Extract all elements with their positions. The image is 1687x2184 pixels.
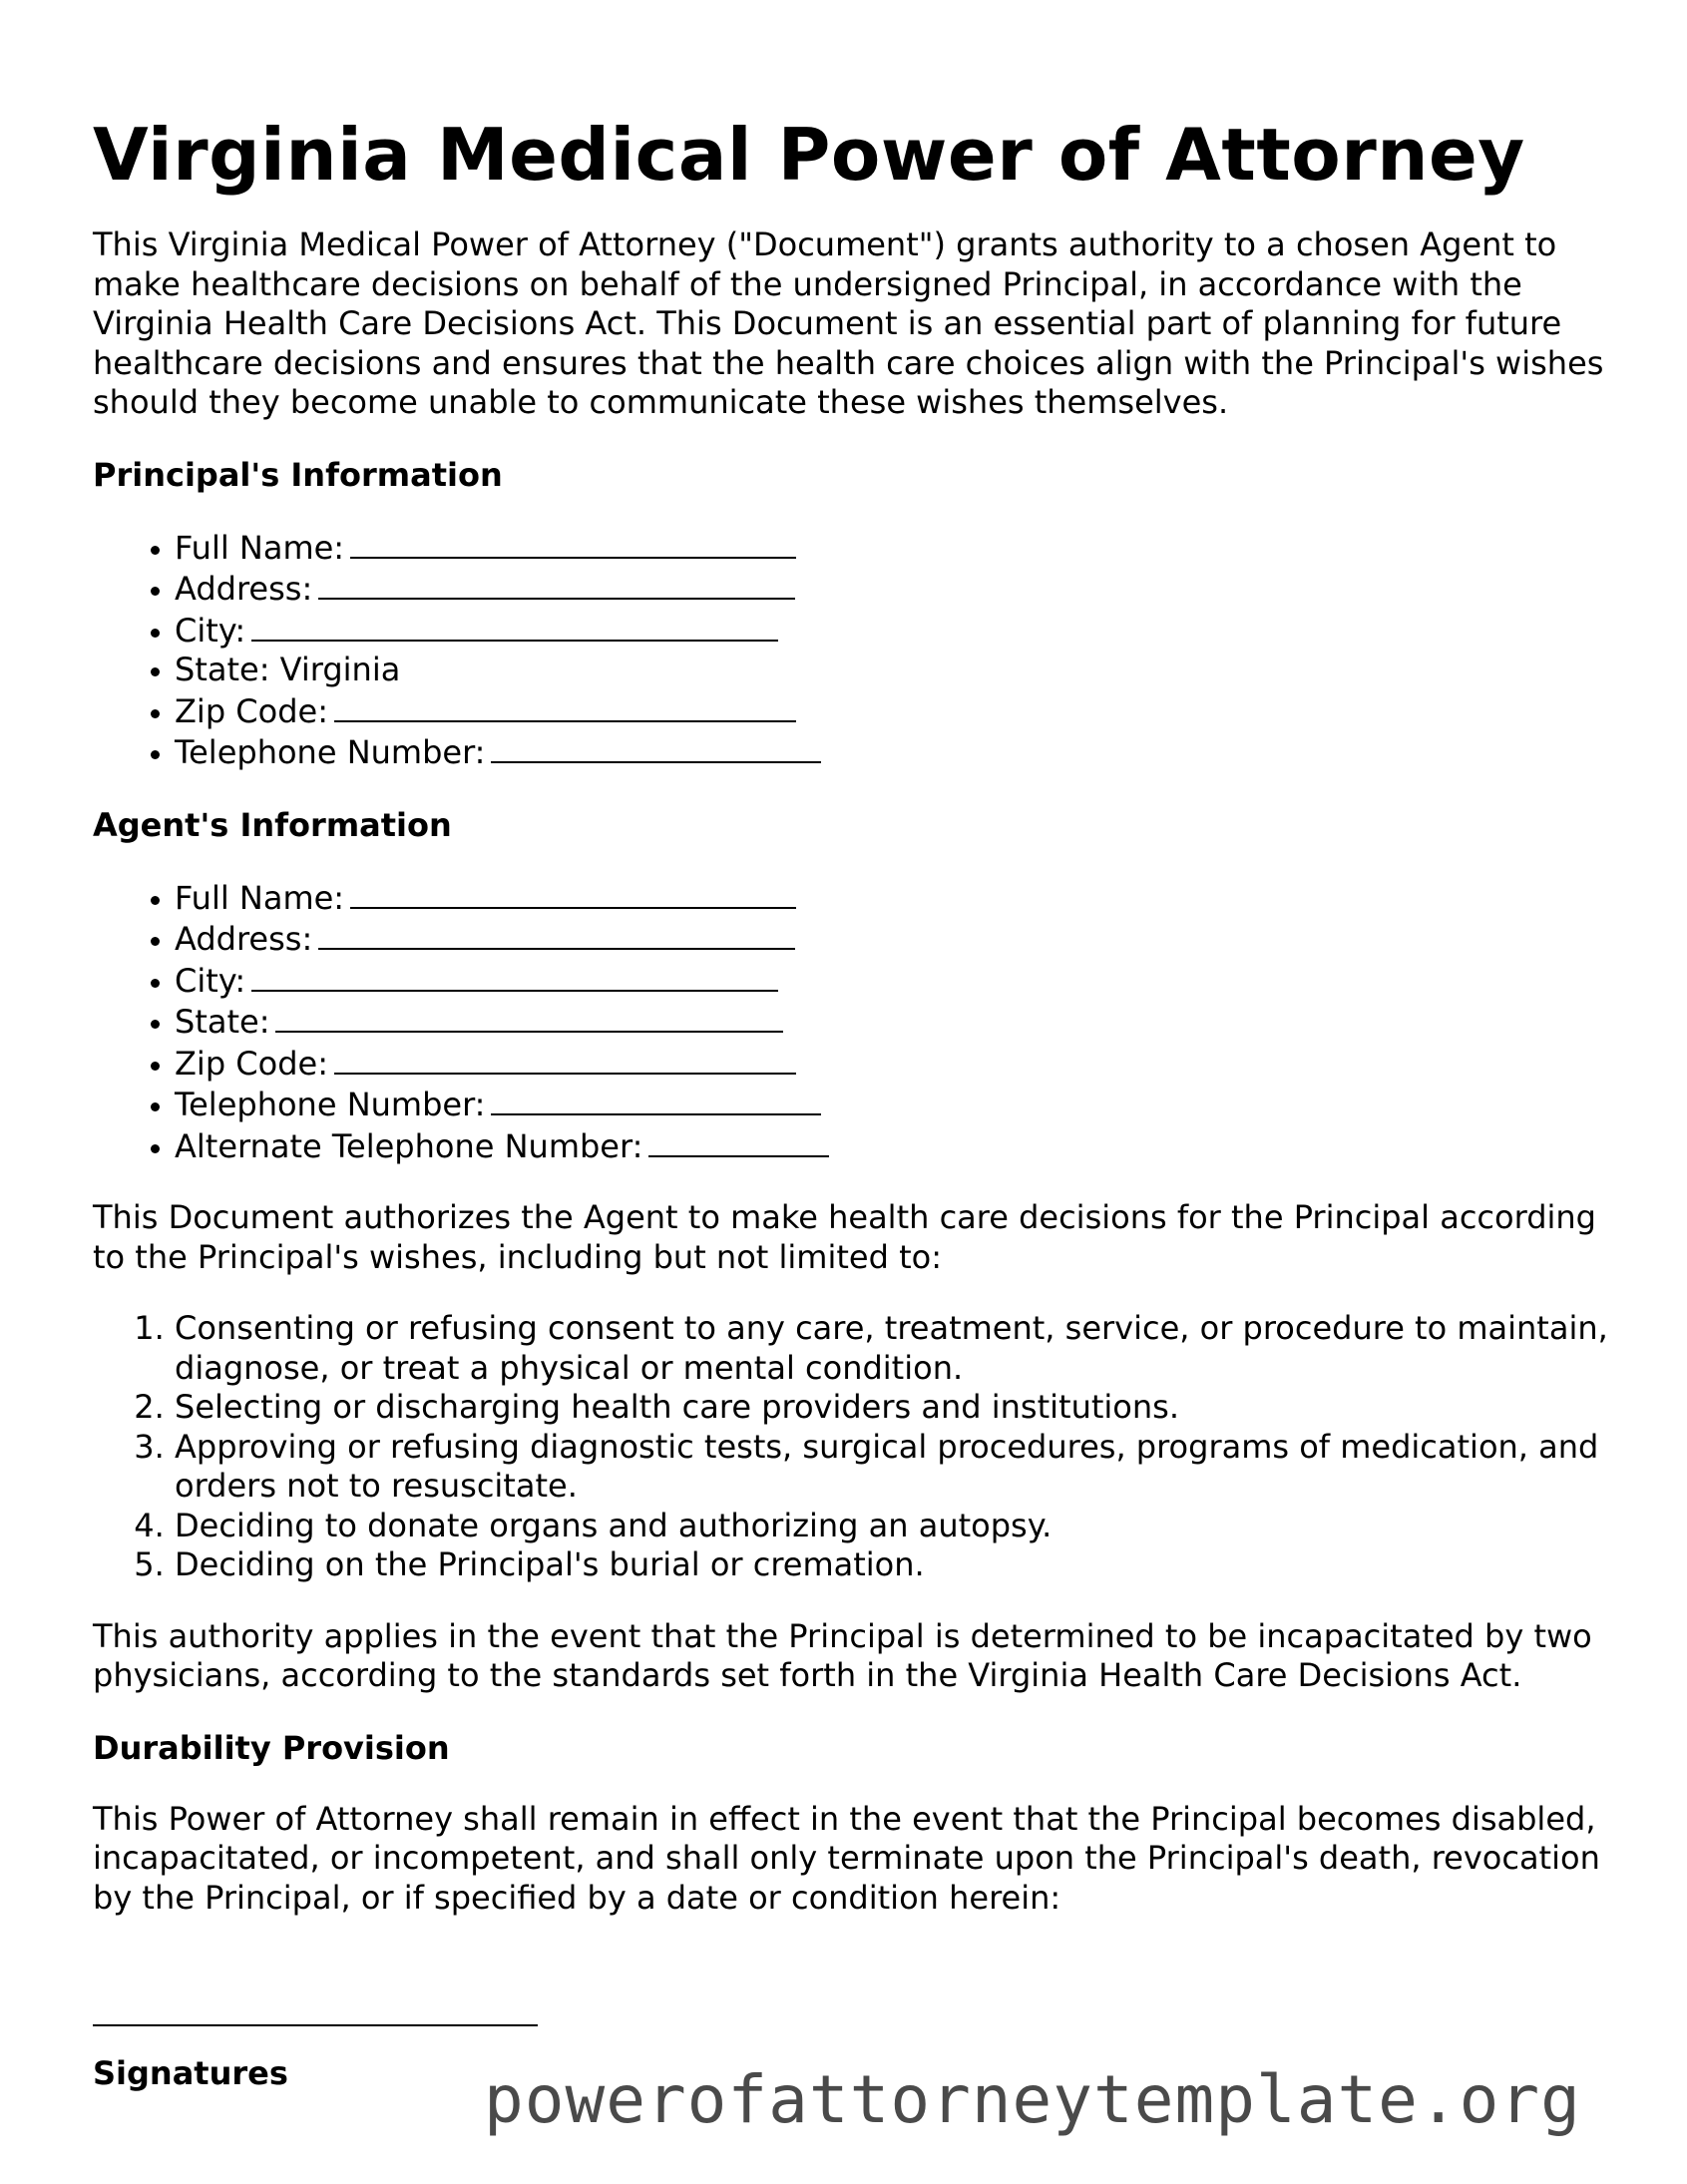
agent-telephone-field — [175, 1084, 1619, 1125]
city-blank[interactable] — [251, 960, 778, 992]
field-label: Alternate Telephone Number: — [175, 1126, 643, 1165]
address-blank[interactable] — [318, 568, 795, 600]
field-label: Zip Code: — [175, 691, 328, 730]
principal-state-field — [175, 651, 1619, 690]
field-label: Telephone Number: — [175, 1086, 486, 1123]
agent-state-field — [175, 1001, 1619, 1043]
site-watermark: powerofattorneytemplate.org — [484, 2061, 1581, 2138]
principal-fields — [93, 527, 1619, 773]
field-label: Telephone Number: — [175, 733, 486, 771]
power-item: 4. Deciding to donate organs and authorizing an autopsy. — [175, 1507, 1619, 1546]
field-label: State: Virginia — [175, 651, 401, 688]
agent-fields — [93, 877, 1619, 1167]
field-label: City: — [175, 611, 246, 650]
agent-heading: Agent's Information — [93, 805, 452, 844]
city-blank[interactable] — [251, 610, 778, 642]
full-name-blank[interactable] — [350, 877, 796, 909]
principal-city-field — [175, 610, 1619, 652]
address-blank[interactable] — [318, 918, 795, 950]
agent-alt-telephone-field — [175, 1125, 1619, 1167]
field-label: City: — [175, 961, 246, 1000]
power-item: 1. Consenting or refusing consent to any care, treatment, service, or procedure to maintain, diagnose, or treat a physical or mental condition. — [175, 1309, 1619, 1388]
zip-blank[interactable] — [334, 1043, 796, 1075]
powers-list — [93, 1309, 1619, 1585]
authority-condition-paragraph: This authority applies in the event that the Principal is determined to be incapacitated by two physicians, according to the standards set forth in the Virginia Health Care Decisions Act. — [93, 1616, 1592, 1694]
agent-address-field — [175, 918, 1619, 960]
field-label: Full Name: — [175, 878, 345, 917]
agent-city-field — [175, 960, 1619, 1002]
field-label: Address: — [175, 920, 313, 958]
power-item: 3. Approving or refusing diagnostic tests, surgical procedures, programs of medication, and orders not to resuscitate. — [175, 1428, 1619, 1507]
field-label: Address: — [175, 570, 313, 608]
durability-paragraph: This Power of Attorney shall remain in effect in the event that the Principal becomes disabled, incapacitated, or incompetent, and shall only terminate upon the Principal's death, revocation by the Principal, or if specified by a date or condition herein: — [93, 1799, 1600, 1917]
document-title: Virginia Medical Power of Attorney — [93, 113, 1525, 197]
agent-full-name-field — [175, 877, 1619, 919]
telephone-blank[interactable] — [491, 1084, 821, 1115]
document-page — [93, 0, 1619, 1918]
principal-heading: Principal's Information — [93, 455, 503, 494]
principal-address-field — [175, 568, 1619, 610]
zip-blank[interactable] — [334, 690, 796, 722]
field-label: Zip Code: — [175, 1044, 328, 1083]
state-blank[interactable] — [275, 1001, 783, 1033]
field-label: State: — [175, 1003, 270, 1041]
intro-paragraph: This Virginia Medical Power of Attorney ("Document") grants authority to a chosen Agent to make healthcare decisions on behalf of the undersigned Principal, in accordance with the Virginia Health Care Decisions Act. This Document is an essential part of planning for future healthcare decisions and ensures that the health care choices align with the Principal's wishes should they become unable to communicate these wishes themselves. — [93, 225, 1604, 421]
authority-intro-paragraph: This Document authorizes the Agent to make health care decisions for the Principal according to the Principal's wishes, including but not limited to: — [93, 1198, 1596, 1276]
agent-zip-field — [175, 1043, 1619, 1085]
power-item: 2. Selecting or discharging health care providers and institutions. — [175, 1388, 1619, 1428]
durability-condition-blank[interactable] — [93, 2024, 538, 2026]
principal-zip-field — [175, 690, 1619, 732]
alt-telephone-blank[interactable] — [648, 1125, 829, 1157]
telephone-blank[interactable] — [491, 731, 821, 763]
durability-heading: Durability Provision — [93, 1728, 450, 1767]
field-label: Full Name: — [175, 528, 345, 567]
signatures-heading: Signatures — [93, 2054, 288, 2092]
full-name-blank[interactable] — [350, 527, 796, 559]
power-item: 5. Deciding on the Principal's burial or cremation. — [175, 1545, 1619, 1585]
principal-telephone-field — [175, 731, 1619, 773]
principal-full-name-field — [175, 527, 1619, 569]
